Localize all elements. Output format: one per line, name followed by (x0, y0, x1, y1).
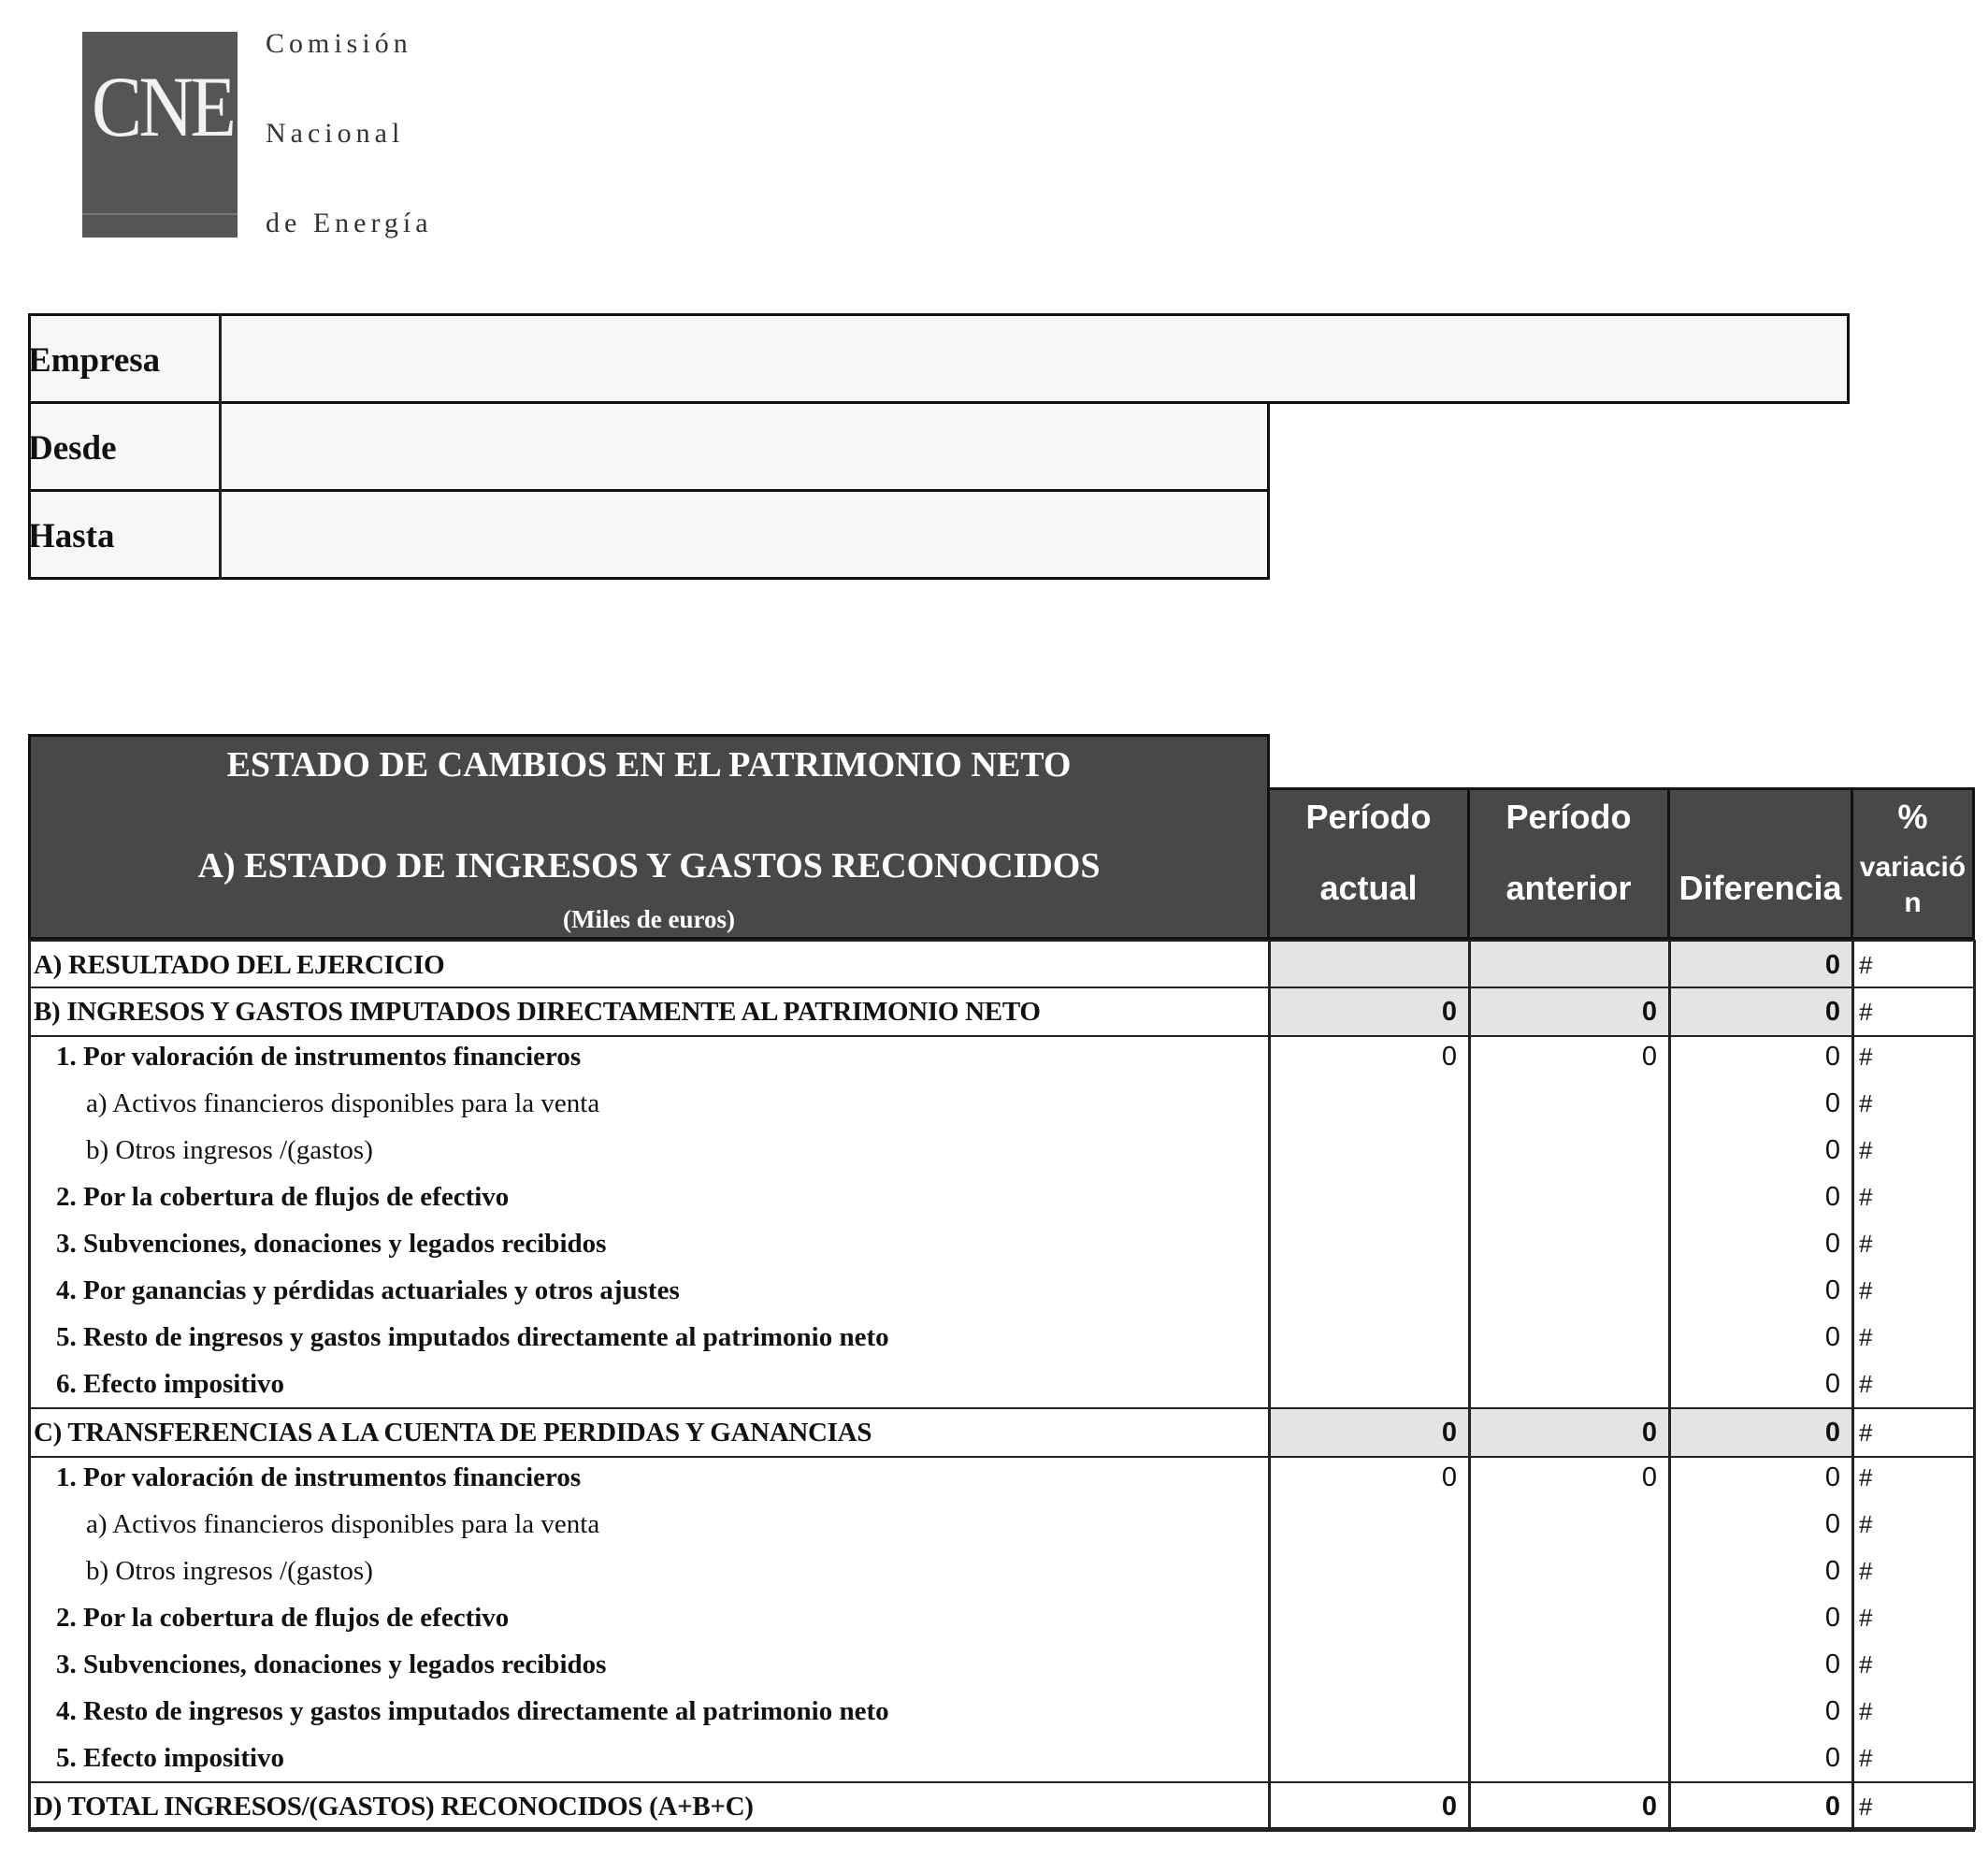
cell-periodo-anterior[interactable] (1470, 1314, 1670, 1361)
table-row (28, 1361, 1975, 1407)
row-label: b) Otros ingresos /(gastos) (86, 1556, 373, 1586)
statement-title: ESTADO DE CAMBIOS EN EL PATRIMONIO NETO (226, 745, 1072, 785)
row-label: 3. Subvenciones, donaciones y legados recibidos (56, 1229, 607, 1259)
cell-periodo-anterior[interactable] (1470, 1361, 1670, 1407)
table-border-left (28, 940, 31, 1829)
table-row (28, 1080, 1975, 1127)
cell-periodo-actual[interactable] (1270, 1314, 1470, 1361)
logo-word-energia: de Energía (266, 208, 433, 238)
cell-pct-variacion: # (1859, 1419, 1873, 1447)
cell-periodo-actual[interactable] (1270, 1641, 1470, 1688)
cell-periodo-anterior[interactable] (1470, 1127, 1670, 1174)
cell-diferencia: 0 (1670, 1409, 1853, 1456)
cell-periodo-actual[interactable] (1270, 1594, 1470, 1641)
logo-word-nacional: Nacional (266, 118, 405, 149)
table-row (28, 1220, 1975, 1267)
desde-label: Desde (28, 429, 117, 468)
cell-periodo-anterior[interactable] (1470, 1548, 1670, 1594)
info-label-divider (219, 313, 222, 580)
cell-periodo-actual[interactable] (1270, 1174, 1470, 1220)
row-label: 2. Por la cobertura de flujos de efectivo (56, 1603, 510, 1633)
row-label: A) RESULTADO DEL EJERCICIO (34, 950, 445, 980)
cell-periodo-anterior[interactable] (1470, 1080, 1670, 1127)
row-label: 4. Por ganancias y pérdidas actuariales y otros ajustes (56, 1275, 680, 1305)
cell-periodo-anterior[interactable] (1470, 1594, 1670, 1641)
cell-diferencia: 0 (1824, 1182, 1840, 1212)
table-row (28, 1548, 1975, 1594)
empresa-label: Empresa (28, 341, 161, 380)
cell-pct-variacion: # (1859, 1136, 1873, 1164)
cell-pct-variacion: # (1859, 1370, 1873, 1398)
cell-diferencia: 0 (1824, 1229, 1840, 1259)
cell-periodo-actual[interactable] (1270, 1361, 1470, 1407)
table-row-ingresos-gastos-imputados (28, 987, 1975, 1037)
row-label: 6. Efecto impositivo (56, 1369, 285, 1399)
cell-pct-variacion: # (1859, 1697, 1873, 1725)
cne-logo (82, 32, 238, 238)
cell-pct-variacion: # (1859, 1183, 1873, 1211)
table-row (28, 1267, 1975, 1314)
cell-diferencia: 0 (1824, 1792, 1840, 1822)
table-col-divider-3 (1668, 940, 1671, 1829)
cell-periodo-actual: 0 (1441, 1792, 1457, 1822)
cell-periodo-anterior[interactable] (1470, 1174, 1670, 1220)
row-label: b) Otros ingresos /(gastos) (86, 1135, 373, 1165)
table-row-transferencias (28, 1407, 1975, 1458)
row-label: D) TOTAL INGRESOS/(GASTOS) RECONOCIDOS (A+B+C) (34, 1792, 754, 1822)
cell-pct-variacion: # (1859, 1744, 1873, 1772)
cell-pct-variacion: # (1859, 1276, 1873, 1304)
cell-diferencia: 0 (1824, 1696, 1840, 1726)
table-row (28, 1688, 1975, 1735)
hasta-row (28, 489, 1270, 580)
cell-pct-variacion: # (1859, 1650, 1873, 1678)
table-row (28, 1314, 1975, 1361)
hasta-label: Hasta (28, 517, 115, 555)
row-label: C) TRANSFERENCIAS A LA CUENTA DE PERDIDAS Y GANANCIAS (34, 1418, 872, 1448)
row-label: a) Activos financieros disponibles para la venta (86, 1509, 600, 1539)
statement-subtitle: A) ESTADO DE INGRESOS Y GASTOS RECONOCIDOS (197, 846, 1101, 886)
row-label: 5. Resto de ingresos y gastos imputados directamente al patrimonio neto (56, 1322, 889, 1352)
cell-pct-variacion: # (1859, 1557, 1873, 1585)
cell-periodo-actual: 0 (1441, 1462, 1457, 1492)
cell-periodo-actual[interactable] (1270, 1735, 1470, 1781)
cell-periodo-anterior: 0 (1641, 1042, 1657, 1072)
table-row (28, 1641, 1975, 1688)
table-col-divider-1 (1268, 940, 1271, 1829)
table-row-total-reconocidos (28, 1781, 1975, 1832)
empresa-row (28, 313, 1850, 404)
cell-periodo-actual[interactable] (1270, 1267, 1470, 1314)
logo-divider (82, 213, 238, 215)
cell-diferencia: 0 (1824, 1088, 1840, 1118)
cell-diferencia: 0 (1824, 1322, 1840, 1352)
cell-periodo-actual[interactable] (1270, 1548, 1470, 1594)
table-col-divider-2 (1468, 940, 1471, 1829)
row-label: 4. Resto de ingresos y gastos imputados directamente al patrimonio neto (56, 1696, 889, 1726)
table-col-divider-4 (1851, 940, 1854, 1829)
cell-diferencia: 0 (1670, 942, 1853, 988)
cell-diferencia: 0 (1824, 1556, 1840, 1586)
cell-periodo-anterior[interactable] (1470, 1641, 1670, 1688)
row-label: 1. Por valoración de instrumentos financieros (56, 1042, 582, 1072)
cell-periodo-anterior: 0 (1641, 1462, 1657, 1492)
cell-periodo-anterior[interactable] (1470, 1735, 1670, 1781)
statement-header (28, 734, 1270, 940)
row-label: 2. Por la cobertura de flujos de efectivo (56, 1182, 510, 1212)
table-row (28, 1174, 1975, 1220)
cell-diferencia: 0 (1824, 1462, 1840, 1492)
table-row (28, 1033, 1975, 1080)
cell-periodo-actual[interactable] (1270, 942, 1470, 988)
row-label: 3. Subvenciones, donaciones y legados recibidos (56, 1649, 607, 1679)
logo-text: CNE (91, 59, 234, 154)
table-row-resultado-ejercicio (28, 940, 1975, 990)
table-row (28, 1501, 1975, 1548)
cell-diferencia: 0 (1670, 988, 1853, 1035)
cell-pct-variacion: # (1859, 1230, 1873, 1258)
cell-diferencia: 0 (1824, 1603, 1840, 1633)
cell-diferencia: 0 (1824, 1369, 1840, 1399)
cell-periodo-anterior[interactable] (1470, 1267, 1670, 1314)
cell-periodo-actual[interactable] (1270, 1501, 1470, 1548)
cell-periodo-actual: 0 (1270, 1409, 1470, 1456)
cell-pct-variacion: # (1859, 1510, 1873, 1538)
cell-pct-variacion: # (1859, 1793, 1873, 1821)
cell-diferencia: 0 (1824, 1509, 1840, 1539)
table-row (28, 1735, 1975, 1781)
cell-diferencia: 0 (1824, 1275, 1840, 1305)
table-row (28, 1127, 1975, 1174)
cell-diferencia: 0 (1824, 1135, 1840, 1165)
row-label: 1. Por valoración de instrumentos financieros (56, 1462, 582, 1492)
column-header-periodo-actual: Período actual (1267, 787, 1470, 940)
row-label: a) Activos financieros disponibles para la venta (86, 1088, 600, 1118)
table-row (28, 1454, 1975, 1501)
cell-periodo-anterior[interactable] (1470, 1220, 1670, 1267)
cell-periodo-anterior: 0 (1641, 1792, 1657, 1822)
row-label: 5. Efecto impositivo (56, 1743, 285, 1773)
cell-periodo-actual: 0 (1441, 1042, 1457, 1072)
cell-pct-variacion: # (1859, 998, 1873, 1026)
column-header-diferencia: Diferencia (1667, 787, 1853, 940)
cell-periodo-actual: 0 (1270, 988, 1470, 1035)
cell-diferencia: 0 (1824, 1042, 1840, 1072)
statement-units: (Miles de euros) (563, 905, 735, 933)
cell-periodo-anterior[interactable] (1470, 1688, 1670, 1735)
cell-periodo-anterior[interactable] (1470, 942, 1670, 988)
cell-pct-variacion: # (1859, 1463, 1873, 1491)
cell-periodo-actual[interactable] (1270, 1220, 1470, 1267)
cell-periodo-anterior: 0 (1470, 1409, 1670, 1456)
cell-pct-variacion: # (1859, 1323, 1873, 1351)
cell-diferencia: 0 (1824, 1649, 1840, 1679)
column-header-pct-variacion: % variació n (1851, 787, 1975, 940)
cell-periodo-anterior[interactable] (1470, 1501, 1670, 1548)
cell-pct-variacion: # (1859, 1089, 1873, 1117)
table-border-bottom (28, 1827, 1976, 1830)
cell-pct-variacion: # (1859, 951, 1873, 979)
cell-periodo-actual[interactable] (1270, 1688, 1470, 1735)
cell-pct-variacion: # (1859, 1043, 1873, 1071)
cell-periodo-actual[interactable] (1270, 1080, 1470, 1127)
cell-diferencia: 0 (1824, 1743, 1840, 1773)
cell-periodo-actual[interactable] (1270, 1127, 1470, 1174)
logo-word-comision: Comisión (266, 28, 412, 59)
cell-periodo-anterior: 0 (1470, 988, 1670, 1035)
cell-pct-variacion: # (1859, 1604, 1873, 1632)
desde-row (28, 401, 1270, 492)
column-header-periodo-anterior: Período anterior (1467, 787, 1670, 940)
table-row (28, 1594, 1975, 1641)
table-border-right (1973, 940, 1976, 1829)
row-label: B) INGRESOS Y GASTOS IMPUTADOS DIRECTAMENTE AL PATRIMONIO NETO (34, 997, 1041, 1027)
